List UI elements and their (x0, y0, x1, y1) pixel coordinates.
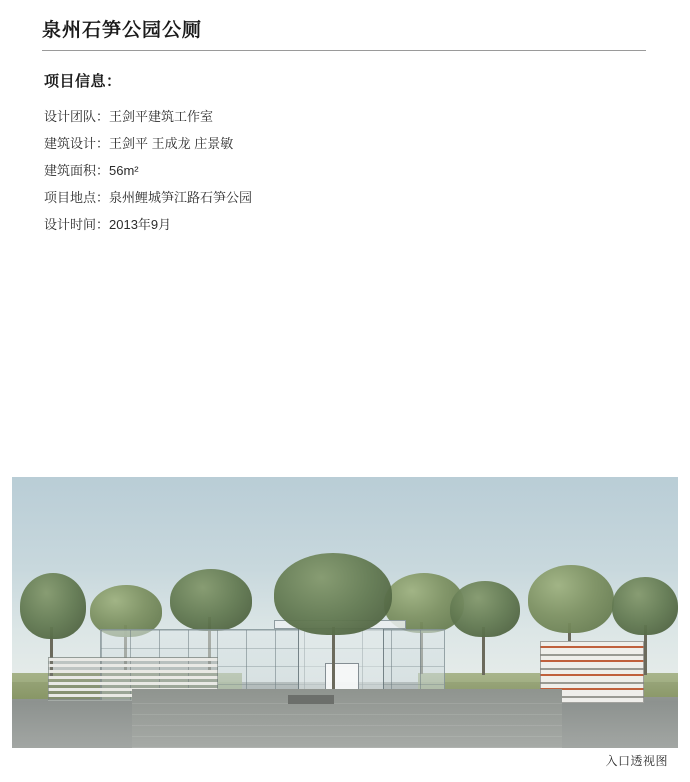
info-row (44, 103, 604, 130)
info-label-date: 设计时间： (44, 217, 110, 232)
info-label-location: 项目地点： (44, 190, 110, 205)
info-row (44, 184, 604, 211)
info-row (44, 157, 604, 184)
tree-trunk (332, 627, 335, 693)
info-row (44, 130, 604, 157)
project-info-block (44, 70, 604, 238)
info-value-design-team: 王剑平建筑工作室 (109, 109, 214, 124)
render-scene (12, 477, 678, 748)
info-label-design-team: 设计团队： (44, 109, 110, 124)
figure-caption: 入口透视图 (605, 754, 668, 768)
tree (20, 573, 86, 639)
page-title: 泉州石笋公园公厕 (42, 20, 203, 41)
info-label-architects: 建筑设计： (44, 136, 110, 151)
info-row (44, 211, 604, 238)
info-value-area: 56m² (109, 163, 139, 178)
tree (450, 581, 520, 637)
bench (288, 695, 334, 704)
info-value-date: 2013年9月 (109, 217, 172, 232)
courtyard-tree (274, 553, 392, 635)
info-label-area: 建筑面积： (44, 163, 110, 178)
entrance-perspective-render (12, 477, 678, 748)
tree (612, 577, 678, 635)
paving (132, 689, 562, 748)
title-divider (42, 50, 646, 51)
tree (170, 569, 252, 631)
tree (528, 565, 614, 633)
title-block (42, 18, 646, 51)
info-heading: 项目信息： (44, 73, 122, 90)
info-value-location: 泉州鲤城笋江路石笋公园 (109, 190, 253, 205)
info-value-architects: 王剑平 王成龙 庄景敏 (109, 136, 234, 151)
